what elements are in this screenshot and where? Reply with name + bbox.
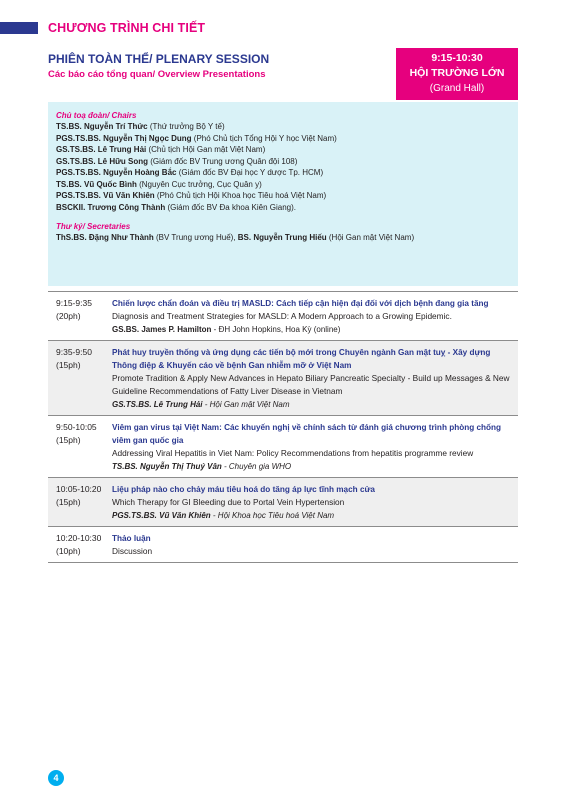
chairs-panel — [48, 102, 518, 286]
header-accent-bar — [0, 22, 38, 34]
session-row — [48, 477, 518, 526]
talk-time: 10:05-10:20 — [56, 484, 102, 494]
session-time-cell — [56, 346, 112, 372]
talk-title-en: Promote Tradition & Apply New Advances in Hepato Biliary Pancreatic Specialty - Build up Messages & New Guideline Recommendations of Fatty Liver Disease in Vietnam — [112, 373, 510, 396]
session-row — [48, 291, 518, 340]
session-content — [112, 341, 518, 415]
speaker-org: - Hội Khoa học Tiêu hoá Việt Nam — [210, 511, 335, 520]
session-row — [48, 340, 518, 415]
session-row — [48, 526, 518, 563]
chair-name: PGS.TS.BS. Nguyễn Hoàng Bắc — [56, 168, 177, 177]
chair-person — [56, 167, 518, 179]
talk-title-vn: Viêm gan virus tại Việt Nam: Các khuyến nghị về chính sách từ đánh giá chương trình phòng chống viêm gan quốc gia — [112, 423, 502, 445]
speaker-name: GS.TS.BS. Lê Trung Hải — [112, 400, 203, 409]
session-time-cell — [56, 532, 112, 558]
session-title: PHIÊN TOÀN THỂ/ PLENARY SESSION — [48, 52, 270, 66]
secretaries-line — [56, 232, 518, 244]
speaker-org: - Hội Gan mật Việt Nam — [202, 400, 290, 409]
section-title: CHƯƠNG TRÌNH CHI TIẾT — [48, 21, 206, 35]
talk-time: 10:20-10:30 — [56, 533, 102, 543]
chair-name: PGS.TS.BS. Vũ Văn Khiên — [56, 191, 155, 200]
secretary-org: (BV Trung ương Huế), — [153, 233, 238, 242]
chair-name: BSCKII. Trương Công Thành — [56, 202, 166, 212]
chair-person — [56, 121, 518, 133]
talk-title-vn: Thảo luận — [112, 534, 151, 543]
talk-duration: (15ph) — [56, 360, 81, 370]
session-subtitle: Các báo cáo tổng quan/ Overview Presentations — [48, 69, 266, 80]
talk-title-vn: Phát huy truyền thống và ứng dụng các tiến bộ mới trong Chuyên ngành Gan mật tuỵ - Xây dựng Thông điệp & Khuyến cáo về bệnh Gan nhiễm mỡ ở Việt Nam — [112, 348, 491, 370]
session-time-cell — [56, 483, 112, 509]
chair-person — [56, 202, 518, 214]
chair-person — [56, 179, 518, 191]
chair-person — [56, 144, 518, 156]
chair-person — [56, 133, 518, 145]
session-time: 9:15-10:30 — [431, 52, 483, 64]
talk-duration: (20ph) — [56, 311, 81, 321]
talk-time: 9:50-10:05 — [56, 422, 97, 432]
speaker — [112, 398, 512, 411]
chair-person — [56, 190, 518, 202]
chair-role: (Phó Chủ tịch Hội Khoa học Tiêu hoá Việt Nam) — [154, 191, 327, 200]
talk-title-vn: Chiến lược chẩn đoán và điều trị MASLD: Cách tiếp cận hiện đại đối với dịch bệnh đang gia tăng — [112, 299, 489, 308]
session-content — [112, 416, 518, 477]
speaker-name: TS.BS. Nguyễn Thị Thuý Vân — [112, 462, 222, 471]
chair-role: (Chủ tịch Hội Gan mật Việt Nam) — [146, 145, 266, 154]
session-time-cell — [56, 297, 112, 323]
chair-name: PGS.TS.BS. Nguyễn Thị Ngọc Dung — [56, 133, 192, 143]
chair-person — [56, 156, 518, 168]
talk-title-en: Discussion — [112, 546, 153, 556]
chair-role: (Giám đốc BV Trung ương Quân đội 108) — [148, 156, 298, 166]
page-number-badge: 4 — [48, 770, 64, 786]
session-list — [48, 291, 518, 563]
session-content — [112, 527, 518, 562]
talk-duration: (15ph) — [56, 497, 81, 507]
talk-title-en: Addressing Viral Hepatitis in Viet Nam: Policy Recommendations from hepatitis programme review — [112, 448, 474, 458]
talk-title-en: Diagnosis and Treatment Strategies for MASLD: A Modern Approach to a Growing Epidemic. — [112, 311, 452, 321]
chair-role: (Phó Chủ tịch Tổng Hội Y học Việt Nam) — [191, 133, 337, 143]
secretaries-heading: Thư ký/ Secretaries — [56, 222, 131, 231]
session-time-cell — [56, 421, 112, 447]
talk-title-en: Which Therapy for GI Bleeding due to Portal Vein Hypertension — [112, 497, 345, 507]
secretary-name: BS. Nguyễn Trung Hiếu — [237, 233, 327, 242]
talk-time: 9:35-9:50 — [56, 347, 92, 357]
chair-role: (Nguyên Cục trưởng, Cục Quân y) — [136, 179, 262, 189]
speaker-org: - Chuyên gia WHO — [221, 462, 292, 471]
session-content — [112, 478, 518, 526]
hall-name: HỘI TRƯỜNG LỚN — [409, 67, 505, 79]
hall-name-en: (Grand Hall) — [429, 83, 485, 94]
speaker-name: PGS.TS.BS. Vũ Văn Khiên — [112, 511, 211, 520]
speaker-org: - ĐH John Hopkins, Hoa Kỳ (online) — [211, 325, 341, 334]
talk-duration: (10ph) — [56, 546, 81, 556]
talk-duration: (15ph) — [56, 435, 81, 445]
chair-role: (Giám đốc BV Đại học Y dược Tp. HCM) — [176, 168, 324, 177]
speaker-name: GS.BS. James P. Hamilton — [112, 325, 212, 334]
chair-name: TS.BS. Nguyễn Trí Thức — [56, 122, 148, 131]
chairs-heading: Chủ toạ đoàn/ Chairs — [56, 111, 137, 120]
secretary-name: ThS.BS. Đặng Như Thành — [56, 233, 154, 242]
chair-name: GS.TS.BS. Lê Trung Hải — [56, 145, 147, 154]
speaker — [112, 460, 512, 473]
chair-name: TS.BS. Vũ Quốc Bình — [56, 179, 137, 189]
chair-role: (Thứ trưởng Bộ Y tế) — [147, 122, 225, 131]
speaker — [112, 509, 512, 522]
talk-title-vn: Liệu pháp nào cho chảy máu tiêu hoá do tăng áp lực tĩnh mạch cửa — [112, 485, 375, 494]
secretary-org: (Hội Gan mật Việt Nam) — [326, 233, 415, 242]
session-content — [112, 292, 518, 340]
talk-time: 9:15-9:35 — [56, 298, 92, 308]
chair-role: (Giám đốc BV Đa khoa Kiên Giang). — [165, 202, 296, 212]
session-time-box — [396, 48, 518, 100]
chair-name: GS.TS.BS. Lê Hữu Song — [56, 156, 149, 166]
speaker — [112, 323, 512, 336]
session-row — [48, 415, 518, 477]
